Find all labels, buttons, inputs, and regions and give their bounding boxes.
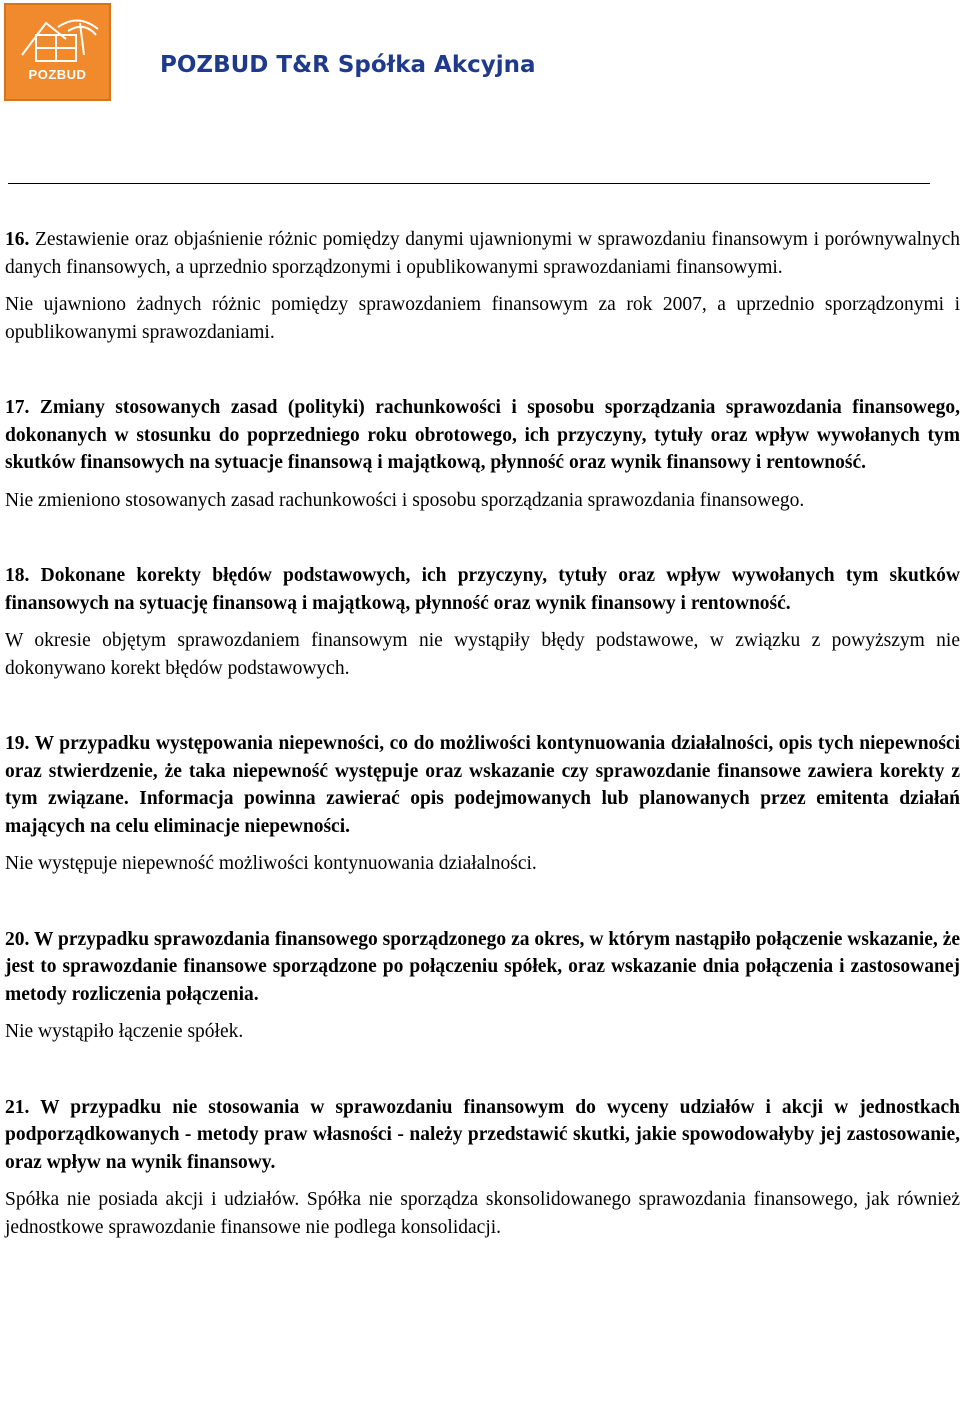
section-text: Nie ujawniono żadnych różnic pomiędzy sprawozdaniem finansowym za rok 2007, a uprzednio sporządzonymi i opublikowanymi sprawozdaniami. [5,294,960,343]
section-text: W okresie objętym sprawozdaniem finansowym nie wystąpiły błędy podstawowe, w związku z powyższym nie dokonywano korekt błędów podstawowych. [5,630,960,679]
section-21 [5,1094,960,1242]
page-header [0,0,960,180]
section-text: Spółka nie posiada akcji i udziałów. Spółka nie sporządza skonsolidowanego sprawozdania finansowego, jak również jednostkowe sprawozdanie finansowe nie podlega konsolidacji. [5,1189,960,1238]
section-heading [5,226,960,281]
section-number: 18. [5,565,30,586]
section-heading [5,562,960,617]
section-title: W przypadku występowania niepewności, co do możliwości kontynuowania działalności, opis tych niepewności oraz stwierdzenie, że taka niepewność występuje oraz wskazanie czy sprawozdanie finansowe zawiera korekty z tym związane. Informacja powinna zawierać opis podejmowanych lub planowanych przez emitenta działań mających na celu eliminacje niepewności. [5,733,960,837]
section-heading [5,730,960,840]
section-number: 16. [5,229,30,250]
section-title: W przypadku nie stosowania w sprawozdaniu finansowym do wyceny udziałów i akcji w jednostkach podporządkowanych - metody praw własności - należy przedstawić skutki, jakie spowodowałyby jej zastosowanie, oraz wpływ na wynik finansowy. [5,1096,960,1173]
section-title: Dokonane korekty błędów podstawowych, ich przyczyny, tytuły oraz wpływ wywołanych tym skutków finansowych na sytuację finansową i majątkową, płynność oraz wynik finansowy i rentowność. [5,565,960,614]
section-18 [5,562,960,682]
section-title: Zmiany stosowanych zasad (polityki) rachunkowości i sposobu sporządzania sprawozdania finansowego, dokonanych w stosunku do poprzedniego roku obrotowego, ich przyczyny, tytuły oraz wpływ wywołanych tym skutków finansowych na sytuacje finansową i majątkową, płynność oraz wynik finansowy i rentowność. [5,397,960,473]
section-17 [5,394,960,514]
logo-wordmark: POZBUD [28,67,87,82]
section-text: Nie wystąpiło łączenie spółek. [5,1021,244,1042]
section-heading [5,1094,960,1177]
section-heading [5,394,960,477]
pozbud-logo [4,3,111,101]
section-number: 19. [5,733,30,754]
section-19 [5,730,960,878]
section-number: 21. [5,1096,30,1118]
section-20 [5,926,960,1046]
section-number: 17. [5,397,30,418]
header-divider [8,183,930,184]
section-number: 20. [5,928,30,950]
section-title: Zestawienie oraz objaśnienie różnic pomiędzy danymi ujawnionymi w sprawozdaniu finansowym i porównywalnych danych finansowych, a uprzednio sporządzonymi i opublikowanymi sprawozdaniami finansowymi. [5,229,960,278]
section-16 [5,226,960,346]
company-name: POZBUD T&R Spółka Akcyjna [160,52,536,78]
section-heading [5,926,960,1009]
document-body [5,226,960,1241]
house-window-icon [6,5,109,99]
section-title: W przypadku sprawozdania finansowego sporządzonego za okres, w którym nastąpiło połączenie wskazanie, że jest to sprawozdanie finansowe sporządzone po połączeniu spółek, oraz wskazanie dnia połączenia i zastosowanej metody rozliczenia połączenia. [5,928,960,1005]
section-text: Nie zmieniono stosowanych zasad rachunkowości i sposobu sporządzania sprawozdania finansowego. [5,489,805,511]
section-text: Nie występuje niepewność możliwości kontynuowania działalności. [5,853,537,874]
